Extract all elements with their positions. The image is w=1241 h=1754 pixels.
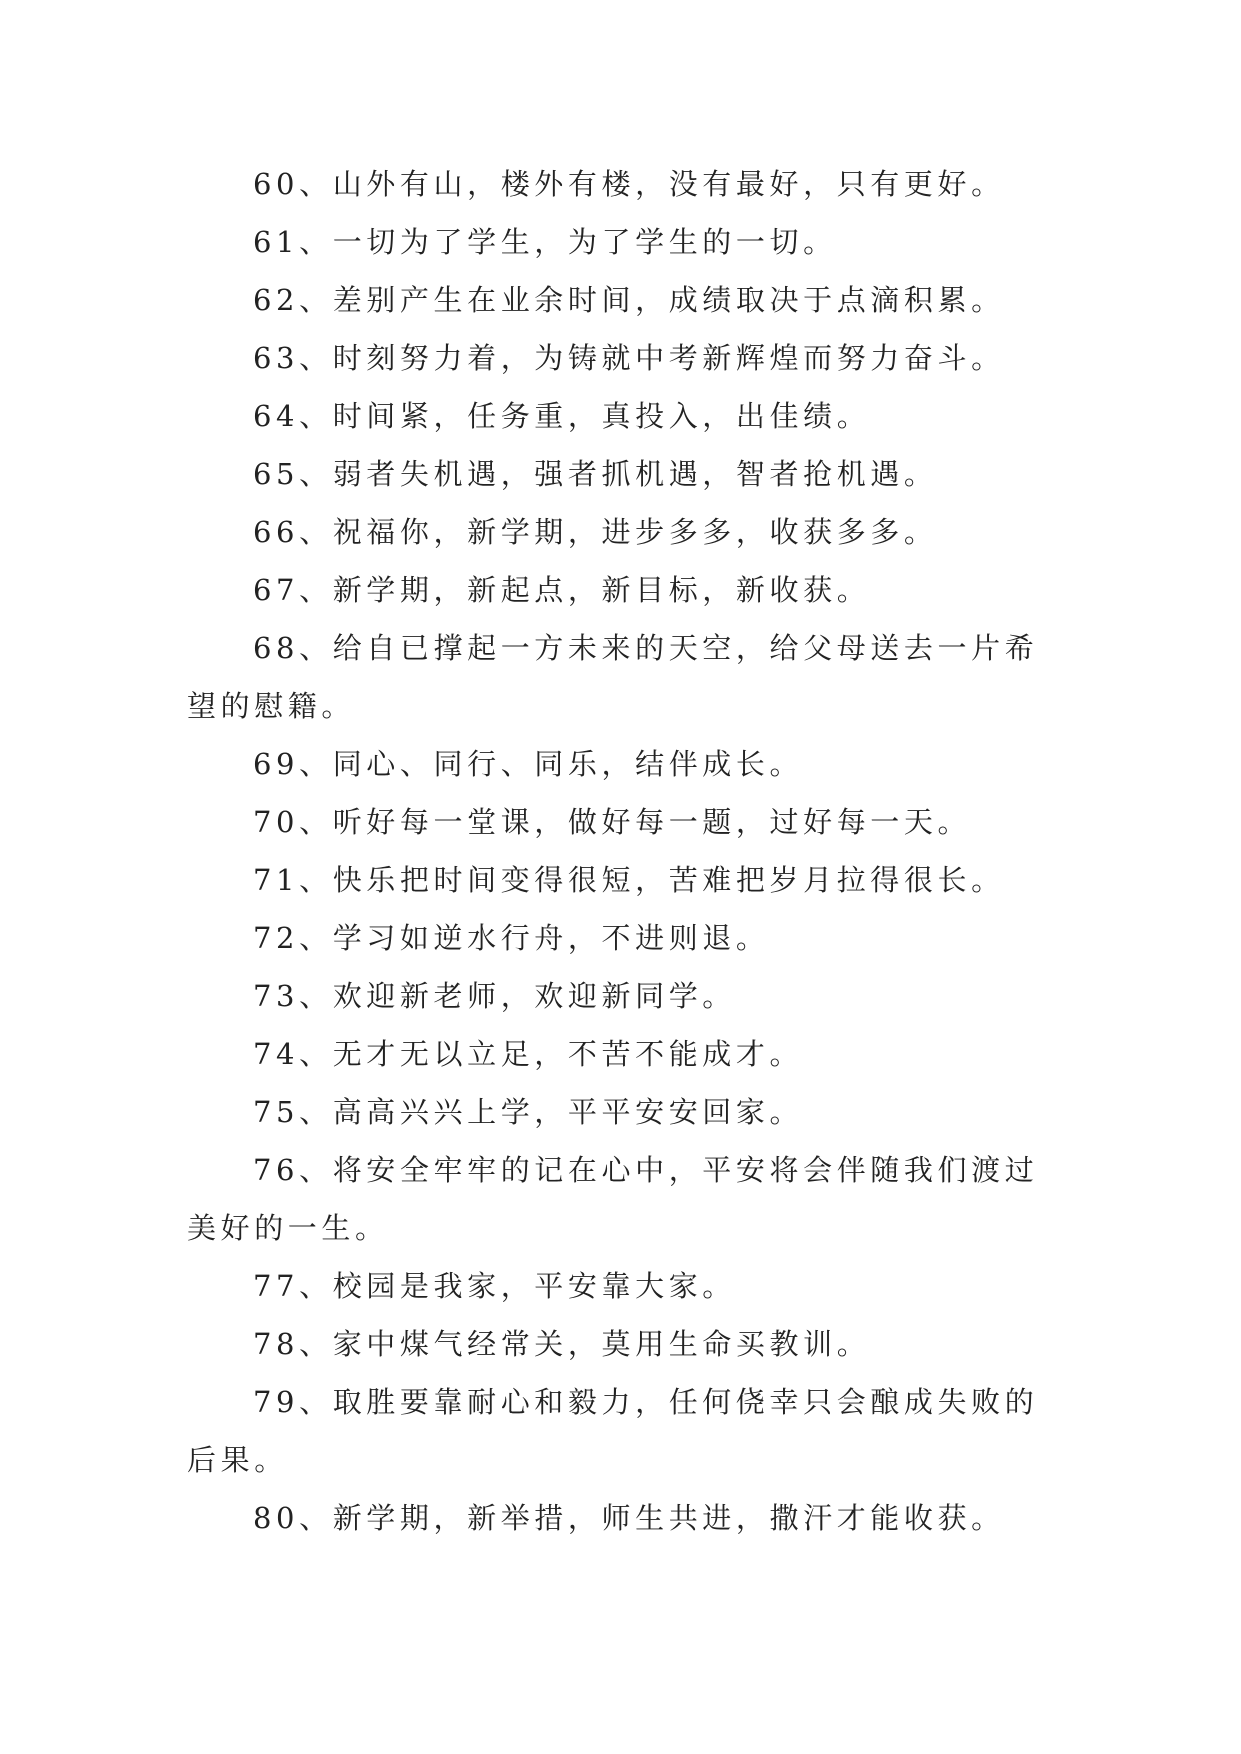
paragraph: 78、家中煤气经常关，莫用生命买教训。 <box>253 1327 871 1361</box>
paragraph: 79、取胜要靠耐心和毅力，任何侥幸只会酿成失败的后果。 <box>187 1385 1039 1477</box>
paragraph: 67、新学期，新起点，新目标，新收获。 <box>253 573 871 607</box>
paragraph: 74、无才无以立足，不苦不能成才。 <box>253 1037 804 1071</box>
paragraph: 63、时刻努力着，为铸就中考新辉煌而努力奋斗。 <box>253 341 1005 375</box>
document-body <box>187 155 1053 1547</box>
paragraph: 73、欢迎新老师，欢迎新同学。 <box>253 979 736 1013</box>
paragraph: 65、弱者失机遇，强者抓机遇，智者抢机遇。 <box>253 457 938 491</box>
paragraph: 72、学习如逆水行舟，不进则退。 <box>253 921 770 955</box>
paragraph: 64、时间紧，任务重，真投入，出佳绩。 <box>253 399 871 433</box>
paragraph: 61、一切为了学生，为了学生的一切。 <box>253 225 837 259</box>
paragraph: 60、山外有山，楼外有楼，没有最好，只有更好。 <box>253 167 1005 201</box>
paragraph: 66、祝福你，新学期，进步多多，收获多多。 <box>253 515 938 549</box>
paragraph: 77、校园是我家，平安靠大家。 <box>253 1269 736 1303</box>
paragraph: 71、快乐把时间变得很短，苦难把岁月拉得很长。 <box>253 863 1005 897</box>
paragraph: 76、将安全牢牢的记在心中，平安将会伴随我们渡过美好的一生。 <box>187 1153 1039 1245</box>
paragraph: 75、高高兴兴上学，平平安安回家。 <box>253 1095 804 1129</box>
paragraph: 80、新学期，新举措，师生共进，撒汗才能收获。 <box>253 1501 1005 1535</box>
paragraph: 70、听好每一堂课，做好每一题，过好每一天。 <box>253 805 972 839</box>
paragraph: 62、差别产生在业余时间，成绩取决于点滴积累。 <box>253 283 1005 317</box>
paragraph: 68、给自已撑起一方未来的天空，给父母送去一片希望的慰籍。 <box>187 631 1039 723</box>
paragraph: 69、同心、同行、同乐，结伴成长。 <box>253 747 804 781</box>
